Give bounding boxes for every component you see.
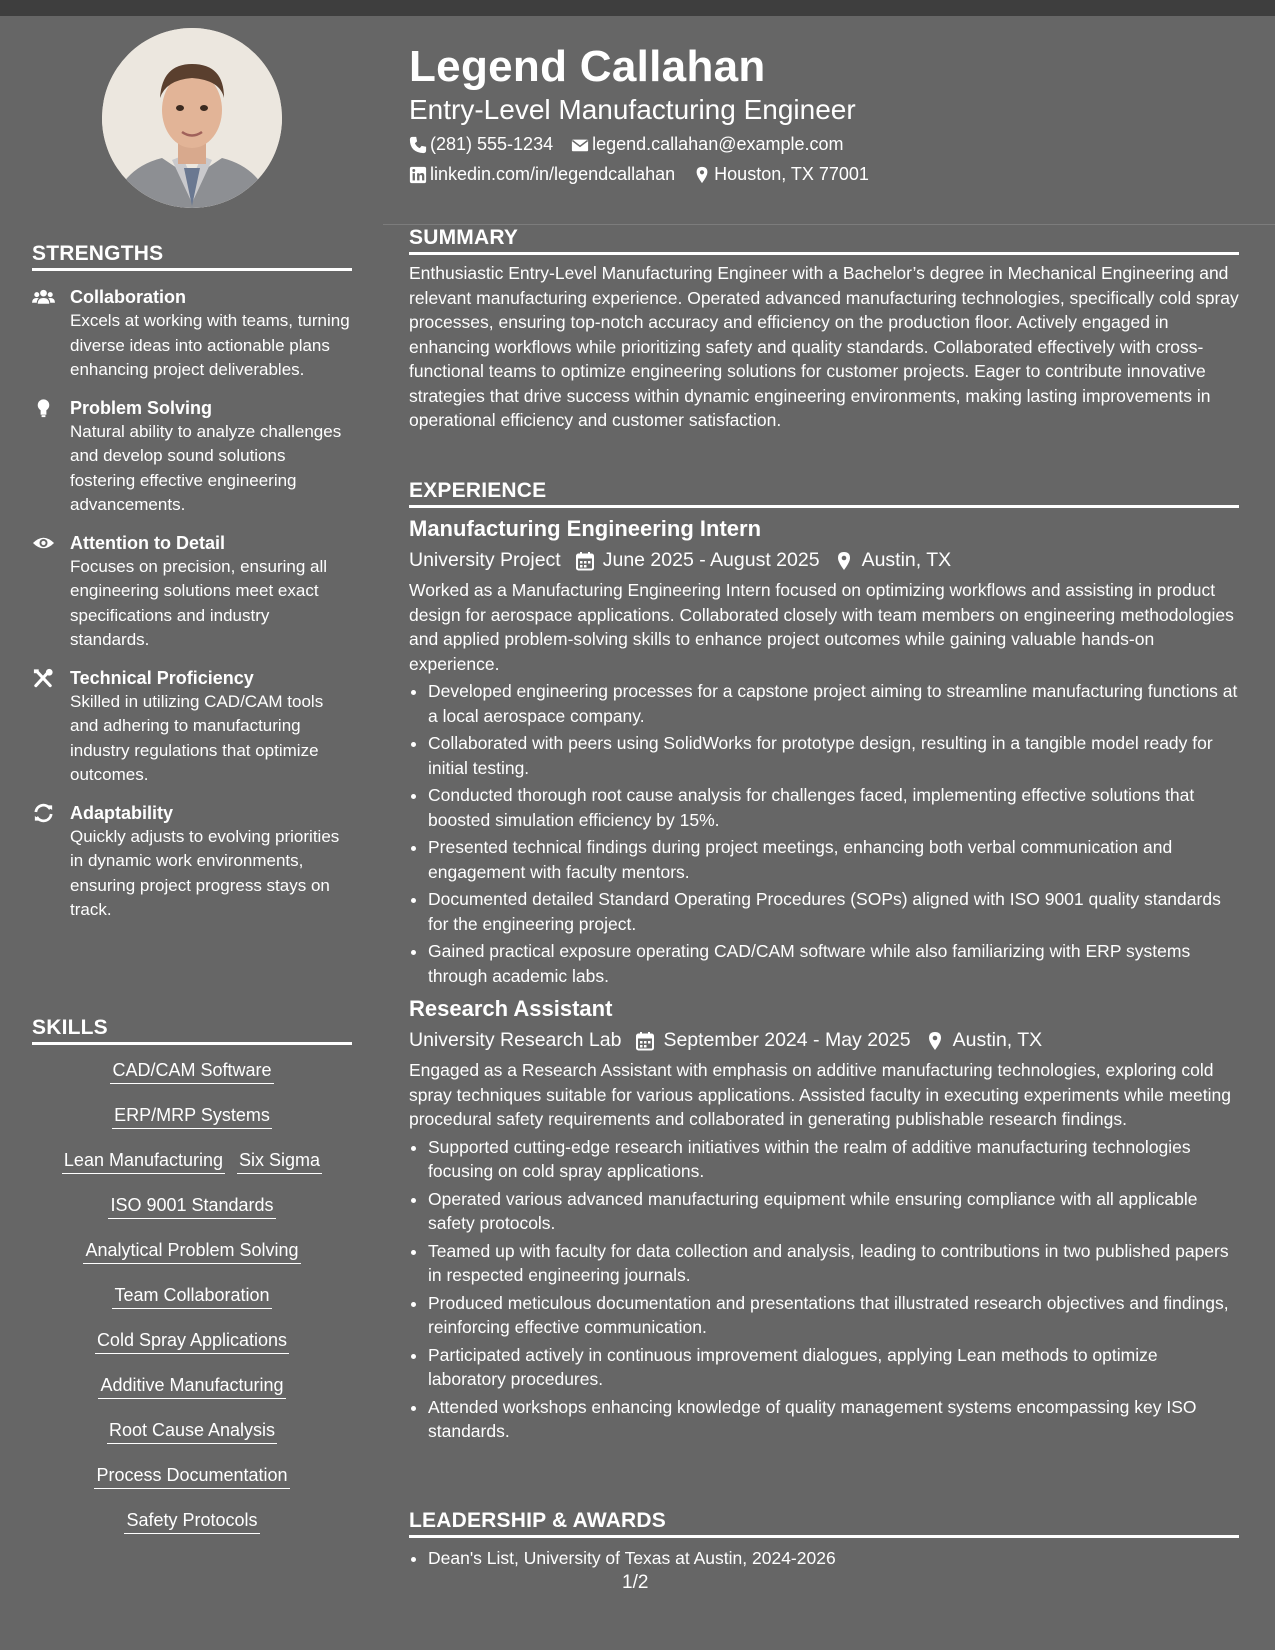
leadership-list [409,1546,1239,1571]
job-description: Engaged as a Research Assistant with emphasis on additive manufacturing technologies, exploring cold spray techniques suitable for various applications. Assisted faculty in executing experiments while meeting procedural safety requirements and collaborated in generating publishable research findings. [409,1060,1231,1129]
skill-tag: Safety Protocols [124,1509,259,1534]
job-entry [409,516,1239,988]
job-bullet: • Developed engineering processes for a capstone project aiming to streamline manufacturing functions at a local aerospace company. [428,679,1239,728]
skill-tag: Additive Manufacturing [98,1374,285,1399]
calendar-icon [635,1031,655,1051]
skill-tag: Team Collaboration [112,1284,271,1309]
job-title: Entry-Level Manufacturing Engineer [409,94,856,125]
phone-text: (281) 555-1234 [430,134,554,154]
viewer-top-bar [0,0,1275,16]
strength-item [32,285,352,383]
users-icon [32,285,70,383]
skill-tag: Process Documentation [94,1464,289,1489]
skill-tag: Six Sigma [237,1149,322,1174]
job-bullet: • Collaborated with peers using SolidWorks for prototype design, resulting in a tangible model ready for initial testing. [428,731,1239,780]
refresh-icon [32,801,70,923]
skill-tag: Root Cause Analysis [107,1419,277,1444]
skill-tag: ERP/MRP Systems [112,1104,272,1129]
skills-list [32,1045,352,1554]
linkedin-text[interactable]: linkedin.com/in/legendcallahan [430,164,676,184]
contact-row-1 [409,134,862,155]
strengths-section [32,242,352,923]
job-entry-title: Manufacturing Engineering Intern [409,516,762,541]
email-text[interactable]: legend.callahan@example.com [592,134,844,154]
eye-icon [32,531,70,653]
contact-row-2 [409,164,887,185]
job-bullet: • Teamed up with faculty for data collection and analysis, leading to contributions in two published papers in respected engineering journals. [428,1239,1239,1288]
strength-description: Natural ability to analyze challenges and develop sound solutions fostering effective engineering advancements. [70,421,342,514]
job-bullet: • Operated various advanced manufacturing equipment while ensuring compliance with all applicable safety protocols. [428,1187,1239,1236]
lightbulb-icon [32,396,70,518]
experience-section [409,479,1239,1447]
location-contact [693,164,869,185]
strengths-heading: STRENGTHS [32,242,352,271]
job-description: Worked as a Manufacturing Engineering Intern focused on optimizing workflows and assisting in product design for aerospace applications. Collaborated closely with team members on engineering methodologies and applied problem-solving skills to enhance project outcomes while gaining valuable hands-on experience. [409,580,1234,674]
job-bullet: • Supported cutting-edge research initiatives within the realm of additive manufacturing technologies focusing on cold spray applications. [428,1135,1239,1184]
strength-item [32,531,352,653]
leadership-section [409,1509,1239,1574]
leadership-item: • Dean's List, University of Texas at Austin, 2024-2026 [428,1546,1239,1571]
job-meta [409,1029,1239,1052]
strength-description: Excels at working with teams, turning diverse ideas into actionable plans enhancing project deliverables. [70,311,350,379]
job-bullet: • Presented technical findings during project meetings, enhancing both verbal communication and engagement with faculty mentors. [428,835,1239,884]
strength-item [32,801,352,923]
job-bullet: • Produced meticulous documentation and presentations that illustrated research objectives and findings, reinforcing effective communication. [428,1291,1239,1340]
calendar-icon [575,551,595,571]
map-pin-icon [693,166,711,184]
job-meta [409,549,1239,572]
location-text: Houston, TX 77001 [714,164,869,184]
job-dates: September 2024 - May 2025 [663,1029,911,1051]
skill-tag: Analytical Problem Solving [83,1239,300,1264]
job-bullet: • Gained practical exposure operating CAD/CAM software while also familiarizing with ERP systems through academic labs. [428,939,1239,988]
job-entry-title: Research Assistant [409,996,613,1021]
map-pin-icon [834,551,854,571]
job-entry [409,996,1239,1444]
strength-title: Adaptability [70,802,174,823]
job-location: Austin, TX [861,549,952,571]
job-dates: June 2025 - August 2025 [602,549,820,571]
map-pin-icon [925,1031,945,1051]
experience-heading: EXPERIENCE [409,479,1239,508]
strength-title: Problem Solving [70,397,213,418]
strength-description: Focuses on precision, ensuring all engineering solutions meet exact specifications and industry standards. [70,556,328,649]
profile-photo [102,28,282,208]
skill-tag: ISO 9001 Standards [108,1194,275,1219]
strength-item [32,666,352,788]
strength-description: Skilled in utilizing CAD/CAM tools and adhering to manufacturing industry regulations that optimize outcomes. [70,691,324,784]
strength-title: Collaboration [70,287,186,307]
skill-tag: Lean Manufacturing [62,1149,225,1174]
linkedin-icon [409,166,427,184]
job-bullet: • Conducted thorough root cause analysis for challenges faced, implementing effective solutions that boosted simulation efficiency by 15%. [428,783,1239,832]
summary-section [409,226,1239,433]
leadership-heading: LEADERSHIP & AWARDS [409,1509,1239,1538]
strength-title: Technical Proficiency [70,667,254,688]
skills-heading: SKILLS [32,1016,352,1045]
job-org: University Research Lab [409,1029,622,1051]
strength-title: Attention to Detail [70,532,225,553]
email-contact[interactable] [571,134,843,155]
phone-contact [409,134,553,155]
skill-tag: CAD/CAM Software [110,1059,273,1084]
job-bullet: • Participated actively in continuous improvement dialogues, applying Lean methods to optimize laboratory procedures. [428,1343,1239,1392]
skills-section [32,1016,352,1554]
candidate-name: Legend Callahan [409,42,766,91]
summary-text: Enthusiastic Entry-Level Manufacturing Engineer with a Bachelor’s degree in Mechanical Engineering and relevant manufacturing experience. Operated advanced manufacturing technologies, specifically cold spray processes, ensuring top-notch accuracy and efficiency on the production floor. Actively engaged in enhancing workflows while prioritizing safety and quality standards. Collaborated effectively with cross-functional teams to optimize engineering solutions for customer projects. Eager to contribute innovative strategies that drive success within dynamic engineering environments, making lasting improvements in operational efficiency and customer satisfaction. [409,263,1239,430]
job-bullets [409,679,1239,988]
phone-icon [409,136,427,154]
job-bullets [409,1135,1239,1444]
header-divider [383,224,1275,225]
strength-description: Quickly adjusts to evolving priorities in dynamic work environments, ensuring project progress stays on track. [70,826,340,919]
job-bullet: • Attended workshops enhancing knowledge of quality management systems encompassing key ISO standards. [428,1395,1239,1444]
job-org: University Project [409,549,561,571]
job-location: Austin, TX [952,1029,1043,1051]
tools-icon [32,666,70,788]
page-number: 1/2 [622,1572,649,1593]
skill-tag: Cold Spray Applications [95,1329,289,1354]
strength-item [32,396,352,518]
envelope-icon [571,136,589,154]
summary-heading: SUMMARY [409,226,1239,255]
linkedin-contact[interactable] [409,164,675,185]
job-bullet: • Documented detailed Standard Operating Procedures (SOPs) aligned with ISO 9001 quality standards for the engineering project. [428,887,1239,936]
